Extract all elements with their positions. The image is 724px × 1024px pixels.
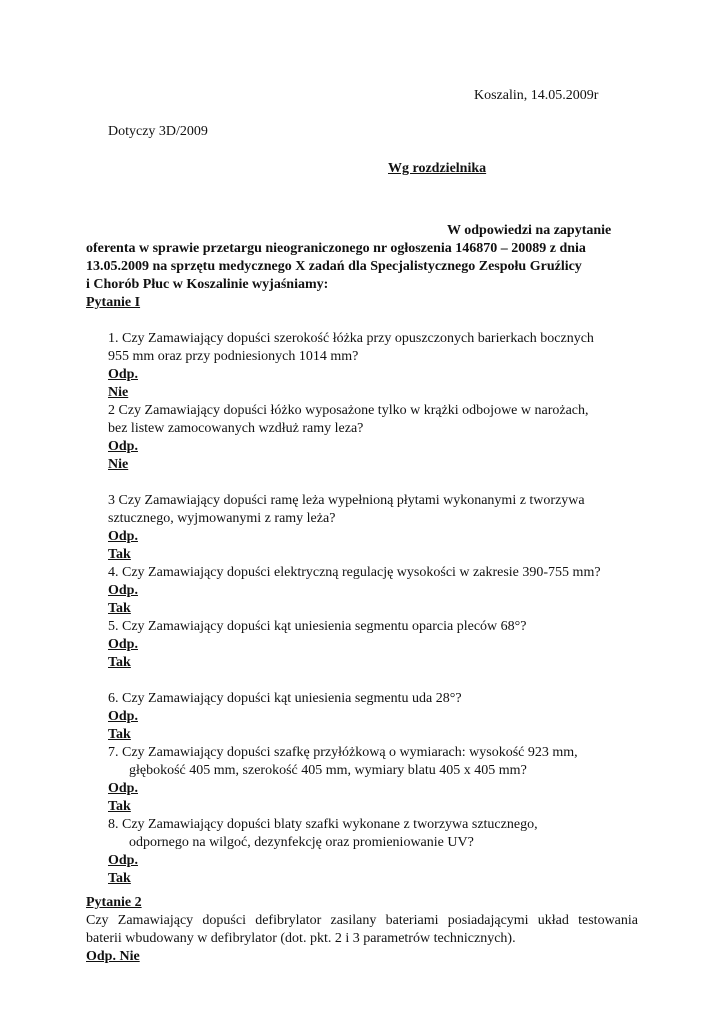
- answer-6-label: Odp.: [108, 709, 138, 724]
- answer-5-label: Odp.: [108, 637, 138, 652]
- intro-line-1: W odpowiedzi na zapytanie: [447, 223, 612, 238]
- answer-3-label: Odp.: [108, 529, 138, 544]
- section-2-question-line-2: baterii wbudowany w defibrylator (dot. pkt. 2 i 3 parametrów technicznych).: [86, 931, 516, 946]
- section-2-answer: Odp. Nie: [86, 949, 140, 964]
- answer-8-value: Tak: [108, 871, 131, 886]
- answer-6-value: Tak: [108, 727, 131, 742]
- intro-line-2: oferenta w sprawie przetargu nieograniczonego nr ogłoszenia 146870 – 20089 z dnia: [86, 241, 586, 256]
- section-1-title: Pytanie I: [86, 295, 141, 310]
- question-2-line-2: bez listew zamocowanych wzdłuż ramy leza?: [108, 421, 364, 436]
- answer-5-value: Tak: [108, 655, 131, 670]
- question-7-line-2: głębokość 405 mm, szerokość 405 mm, wymiary blatu 405 x 405 mm?: [129, 763, 527, 778]
- question-2-line-1: 2 Czy Zamawiający dopuści łóżko wyposażone tylko w krążki odbojowe w narożach,: [108, 403, 589, 418]
- answer-3-value: Tak: [108, 547, 131, 562]
- intro-line-3: 13.05.2009 na sprzętu medycznego X zadań dla Specjalistycznego Zespołu Gruźlicy: [86, 259, 582, 274]
- question-3-line-1: 3 Czy Zamawiający dopuści ramę leża wypełnioną płytami wykonanymi z tworzywa: [108, 493, 585, 508]
- question-6-line-1: 6. Czy Zamawiający dopuści kąt uniesienia segmentu uda 28°?: [108, 691, 462, 706]
- distribution-heading: Wg rozdzielnika: [388, 161, 487, 176]
- intro-line-4: i Chorób Płuc w Koszalinie wyjaśniamy:: [86, 277, 329, 292]
- question-3-line-2: sztucznego, wyjmowanymi z ramy leża?: [108, 511, 336, 526]
- place-date: Koszalin, 14.05.2009r: [474, 88, 599, 103]
- section-2-title: Pytanie 2: [86, 895, 142, 910]
- answer-4-value: Tak: [108, 601, 131, 616]
- answer-7-label: Odp.: [108, 781, 138, 796]
- answer-4-label: Odp.: [108, 583, 138, 598]
- question-4-line-1: 4. Czy Zamawiający dopuści elektryczną regulację wysokości w zakresie 390-755 mm?: [108, 565, 601, 580]
- answer-2-value: Nie: [108, 457, 129, 472]
- section-2-question-line-1: Czy Zamawiający dopuści defibrylator zasilany bateriami posiadającymi układ testowania: [86, 913, 638, 928]
- question-5-line-1: 5. Czy Zamawiający dopuści kąt uniesienia segmentu oparcia pleców 68°?: [108, 619, 527, 634]
- answer-7-value: Tak: [108, 799, 131, 814]
- answer-1-label: Odp.: [108, 367, 138, 382]
- answer-8-label: Odp.: [108, 853, 138, 868]
- answer-1-value: Nie: [108, 385, 129, 400]
- question-7-line-1: 7. Czy Zamawiający dopuści szafkę przyłóżkową o wymiarach: wysokość 923 mm,: [108, 745, 578, 760]
- question-8-line-1: 8. Czy Zamawiający dopuści blaty szafki wykonane z tworzywa sztucznego,: [108, 817, 538, 832]
- question-8-line-2: odpornego na wilgoć, dezynfekcję oraz promieniowanie UV?: [129, 835, 474, 850]
- question-1-line-2: 955 mm oraz przy podniesionych 1014 mm?: [108, 349, 359, 364]
- answer-2-label: Odp.: [108, 439, 138, 454]
- reference: Dotyczy 3D/2009: [108, 124, 208, 139]
- question-1-line-1: 1. Czy Zamawiający dopuści szerokość łóżka przy opuszczonych barierkach bocznych: [108, 331, 594, 346]
